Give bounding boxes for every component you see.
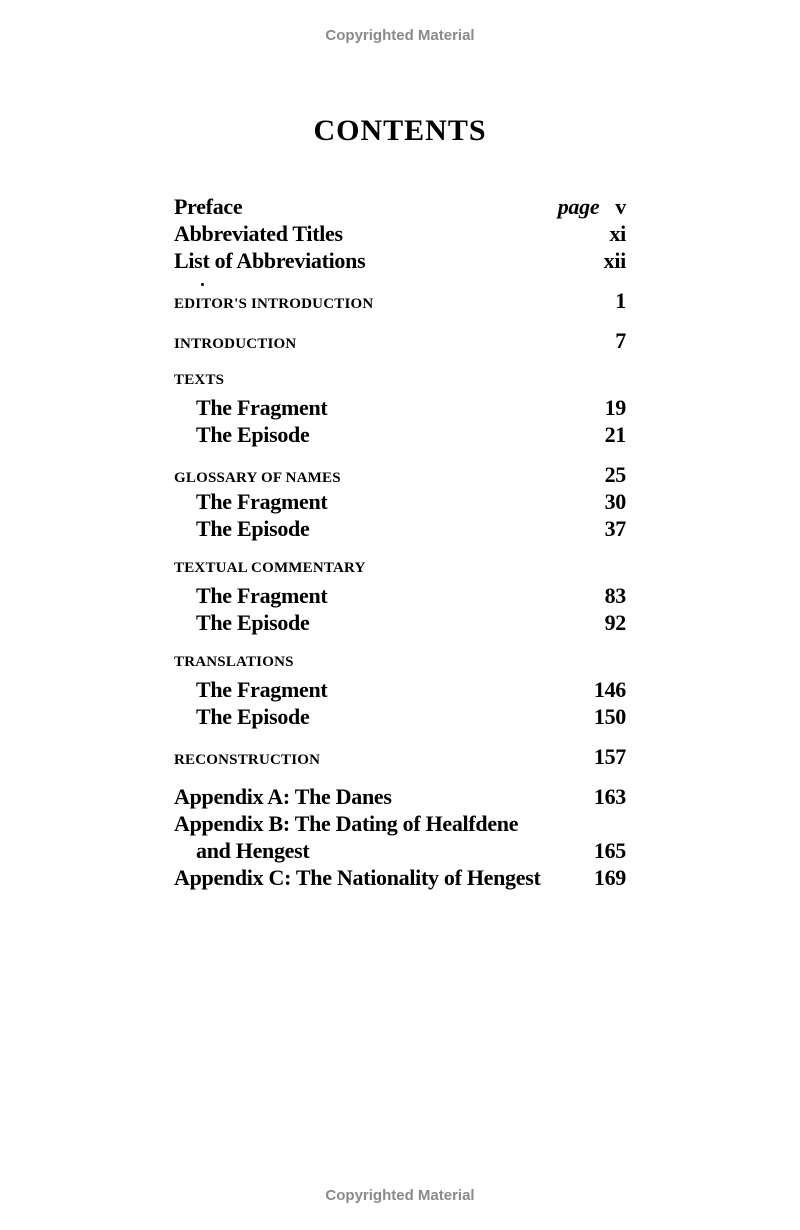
table-of-contents	[174, 193, 626, 891]
toc-entry-page: xii	[603, 248, 626, 273]
toc-entry-label: The Episode	[196, 704, 310, 729]
toc-entry-translations-fragment[interactable]	[174, 676, 626, 703]
toc-entry-page: 1	[615, 288, 626, 313]
toc-entry-list-of-abbreviations[interactable]	[174, 247, 626, 274]
toc-section-heading: RECONSTRUCTION	[174, 752, 321, 768]
toc-entry-page: 7	[615, 328, 626, 353]
toc-entry-page: 165	[593, 838, 626, 863]
toc-entry-editors-introduction[interactable]	[174, 287, 626, 314]
toc-entry-page: 30	[604, 489, 626, 514]
page-title: CONTENTS	[313, 114, 487, 147]
toc-entry-label: List of Abbreviations	[174, 248, 366, 273]
toc-entry-appendix-b[interactable]	[174, 810, 626, 837]
toc-entry-label: Appendix A: The Danes	[174, 784, 392, 809]
toc-entry-glossary-episode[interactable]	[174, 515, 626, 542]
toc-entry-label: Abbreviated Titles	[174, 221, 343, 246]
toc-entry-label: The Episode	[196, 516, 310, 541]
toc-entry-page: 37	[604, 516, 626, 541]
toc-entry-label: Appendix B: The Dating of Healfdene	[174, 811, 519, 836]
toc-entry-page: 150	[593, 704, 626, 729]
toc-entry-page: 146	[593, 677, 626, 702]
toc-entry-label: The Fragment	[196, 489, 328, 514]
toc-entry-appendix-c[interactable]	[174, 864, 626, 891]
toc-entry-texts-episode[interactable]	[174, 421, 626, 448]
toc-section-heading: TRANSLATIONS	[174, 654, 294, 670]
toc-section-translations	[174, 649, 626, 676]
toc-entry-appendix-b-continued[interactable]	[174, 837, 626, 864]
toc-section-heading: INTRODUCTION	[174, 336, 297, 352]
toc-entry-page	[558, 193, 626, 220]
toc-entry-label: The Fragment	[196, 677, 328, 702]
toc-entry-glossary-fragment[interactable]	[174, 488, 626, 515]
toc-entry-label: The Episode	[196, 422, 310, 447]
toc-entry-page: 83	[604, 583, 626, 608]
toc-entry-label: The Fragment	[196, 583, 328, 608]
toc-entry-page: 169	[593, 865, 626, 890]
toc-entry-label: and Hengest	[196, 838, 310, 863]
toc-section-textual-commentary	[174, 555, 626, 582]
toc-entry-page: 19	[604, 395, 626, 420]
page-number: v	[615, 194, 626, 219]
copyright-watermark-top: Copyrighted Material	[325, 27, 475, 44]
toc-entry-reconstruction[interactable]	[174, 743, 626, 770]
toc-entry-page: 157	[593, 744, 626, 769]
page-word: page	[557, 194, 600, 219]
toc-entry-label: Appendix C: The Nationality of Hengest	[174, 865, 541, 890]
toc-entry-abbreviated-titles[interactable]	[174, 220, 626, 247]
toc-entry-page: 21	[604, 422, 626, 447]
toc-section-texts	[174, 367, 626, 394]
toc-entry-page: xi	[609, 221, 626, 246]
toc-entry-appendix-a[interactable]	[174, 783, 626, 810]
toc-section-heading: TEXTS	[174, 372, 225, 388]
toc-entry-glossary-of-names[interactable]	[174, 461, 626, 488]
toc-section-heading: EDITOR'S INTRODUCTION	[174, 296, 374, 312]
copyright-watermark-bottom: Copyrighted Material	[325, 1187, 475, 1204]
toc-entry-page: 163	[593, 784, 626, 809]
toc-entry-preface[interactable]	[174, 193, 626, 220]
toc-entry-page: 25	[604, 462, 626, 487]
toc-entry-commentary-episode[interactable]	[174, 609, 626, 636]
toc-entry-translations-episode[interactable]	[174, 703, 626, 730]
toc-section-heading: TEXTUAL COMMENTARY	[174, 560, 366, 576]
toc-entry-texts-fragment[interactable]	[174, 394, 626, 421]
toc-entry-label: The Fragment	[196, 395, 328, 420]
toc-entry-introduction[interactable]	[174, 327, 626, 354]
toc-entry-label: Preface	[174, 194, 243, 219]
toc-entry-commentary-fragment[interactable]	[174, 582, 626, 609]
toc-entry-label: The Episode	[196, 610, 310, 635]
toc-section-heading: GLOSSARY OF NAMES	[174, 470, 341, 486]
toc-entry-page: 92	[604, 610, 626, 635]
